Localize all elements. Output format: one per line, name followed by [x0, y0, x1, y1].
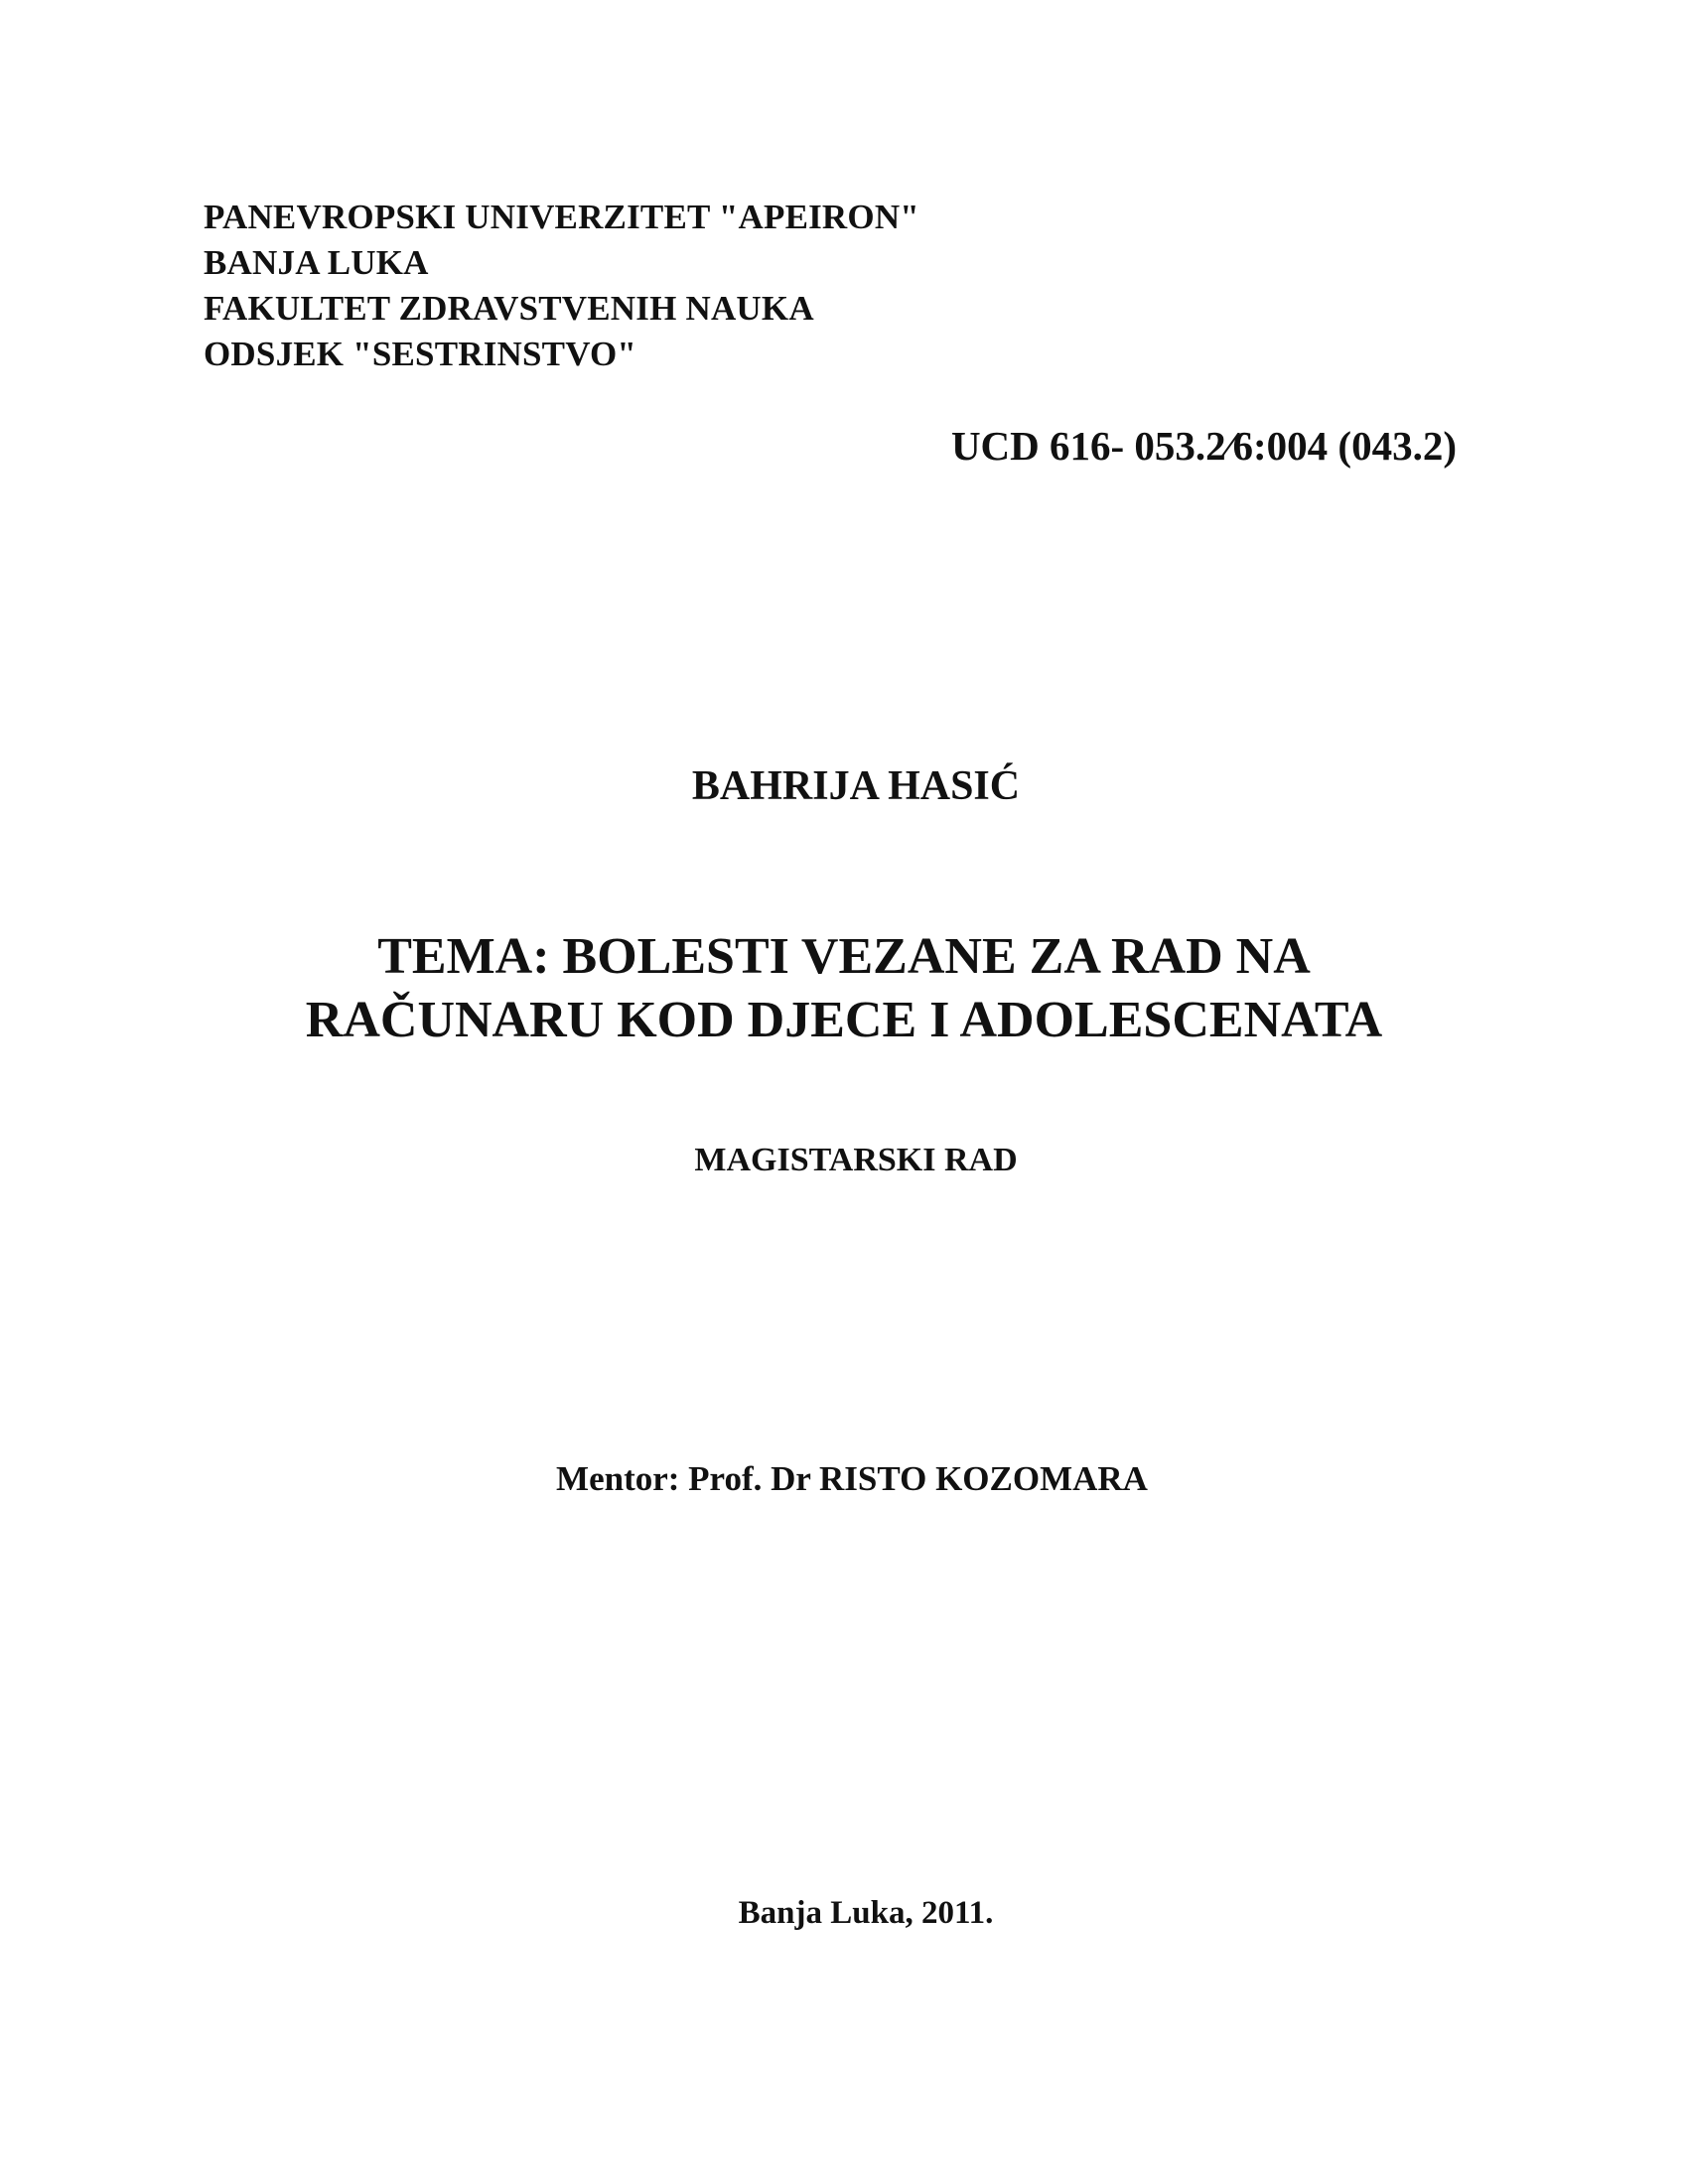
thesis-title-line-1: TEMA: BOLESTI VEZANE ZA RAD NA [377, 928, 1311, 985]
university-city: BANJA LUKA [204, 243, 429, 282]
thesis-type: MAGISTARSKI RAD [694, 1142, 1018, 1178]
department-name: ODSJEK "SESTRINSTVO" [204, 335, 637, 373]
university-name: PANEVROPSKI UNIVERZITET "APEIRON" [204, 198, 919, 236]
place-and-date: Banja Luka, 2011. [738, 1895, 994, 1931]
author-name: BAHRIJA HASIĆ [691, 763, 1021, 809]
mentor-line: Mentor: Prof. Dr RISTO KOZOMARA [556, 1459, 1148, 1498]
udc-classification: UCD 616- 053.2⁄6:004 (043.2) [950, 423, 1457, 469]
thesis-title-line-2: RAČUNARU KOD DJECE I ADOLESCENATA [305, 992, 1383, 1048]
institution-block [204, 195, 919, 377]
thesis-title [0, 925, 1688, 1052]
faculty-name: FAKULTET ZDRAVSTVENIH NAUKA [204, 289, 814, 328]
